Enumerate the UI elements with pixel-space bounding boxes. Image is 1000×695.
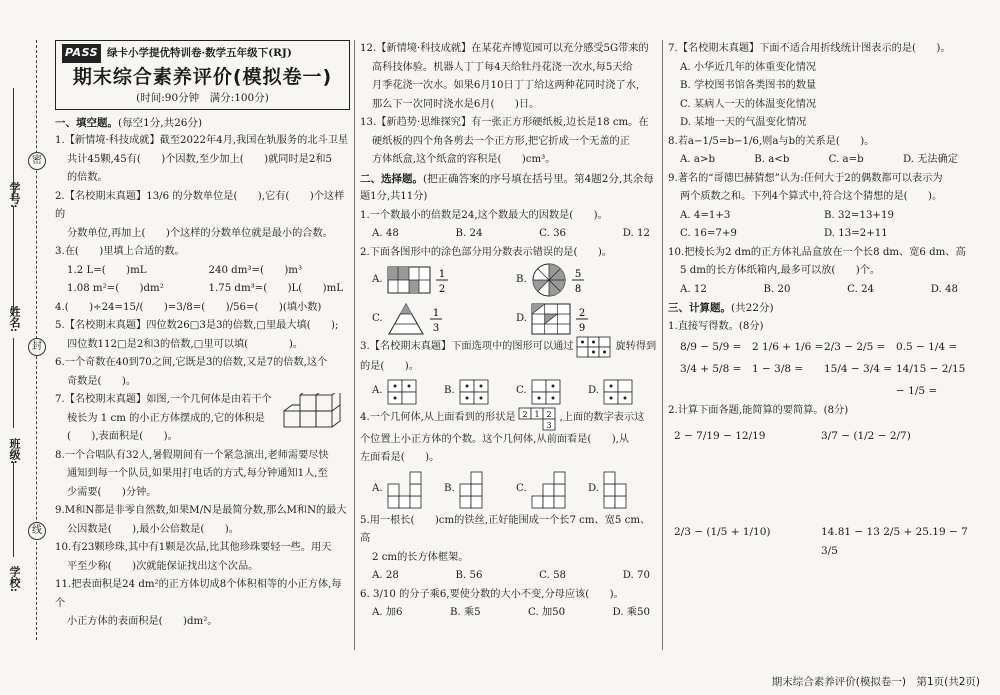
calc-item[interactable]: 2/3 − 2/5 =	[824, 341, 886, 353]
question-text: 左面看是( )。	[360, 452, 440, 463]
brand-logo: PASS	[62, 44, 101, 63]
option-b-figure[interactable]: B.	[444, 379, 516, 405]
fraction-numerator: 1	[438, 269, 445, 280]
option-a-figure[interactable]: A.	[372, 471, 444, 509]
fraction-denominator: 3	[432, 323, 439, 334]
question-text: 5 dm的长方体纸箱内,最多可以放( )个。	[680, 265, 881, 276]
grid-figure	[603, 379, 633, 405]
calc-item[interactable]: 0.5 − 1/4 =	[896, 341, 958, 353]
option-c-figure[interactable]: C.	[516, 471, 588, 509]
fraction-label	[429, 304, 443, 334]
section-note: 题1分,共11分)	[360, 191, 428, 202]
option-c[interactable]: C. 16=7+9	[680, 228, 737, 239]
option-d[interactable]: D. 乘50	[612, 607, 650, 618]
pie-circle-figure	[531, 262, 567, 298]
student-name-label: 姓名:	[8, 306, 21, 333]
question-text: 6.一个奇数在40到70之间,它既是3的倍数,又是7的倍数,这个	[55, 357, 328, 368]
option-b[interactable]: B. 24	[455, 228, 483, 239]
exam-title: 期末综合素养评价(模拟卷一)	[72, 65, 333, 88]
top-view-count: 3	[546, 420, 552, 430]
view-figure	[603, 471, 639, 509]
question-text: ( ),表面积是( )。	[67, 431, 178, 442]
calc-item[interactable]: 14/15 − 2/15 − 1/5 =	[896, 363, 966, 397]
question-text: 棱长为 1 cm 的小正方体摆成的,它的体积是	[67, 412, 265, 424]
question-text: 旋转得到	[615, 340, 657, 352]
answer-options	[360, 225, 660, 244]
option-d[interactable]: D. 12	[622, 228, 650, 239]
option-a[interactable]: A. 加6	[372, 607, 403, 618]
fraction-denominator: 8	[574, 284, 581, 295]
question-text: 10.有23颗珍珠,其中有1颗是次品,比其他珍珠要轻一些。用天	[55, 542, 332, 553]
option-a-figure[interactable]: A. 1 2	[372, 262, 516, 298]
student-number-label: 学号:	[8, 182, 21, 209]
top-view-count: 1	[534, 409, 540, 419]
question-text: 5.【名校期末真题】四位数26□3是3的倍数,□里最大填( );	[55, 320, 339, 331]
option-d[interactable]: D. 13=2+11	[824, 228, 888, 239]
fraction-numerator: 2	[578, 308, 586, 319]
option-c[interactable]: C. 58	[539, 570, 567, 581]
question-text: ,上面的数字表示这	[559, 412, 645, 424]
option-c[interactable]: C. 24	[847, 283, 875, 295]
question-text: 11.把表面积是24 dm²的正方体切成8个体积相等的小正方体,每个	[55, 579, 342, 609]
fraction-label	[435, 265, 449, 295]
question-text: 两个质数之和。下列4个算式中,符合这个猜想的是( )。	[680, 191, 943, 202]
calc-item[interactable]: 3/4 + 5/8 =	[680, 363, 742, 375]
view-figure	[387, 471, 423, 509]
view-figure	[459, 471, 495, 509]
class-blank[interactable]	[13, 338, 14, 428]
column-1	[55, 40, 350, 632]
answer-options	[668, 207, 968, 244]
rotation-source-figure	[576, 336, 612, 358]
grid-figure	[459, 379, 489, 405]
fraction-shapes	[360, 262, 660, 336]
triangle-figure	[387, 302, 425, 336]
class-label: 班级:	[8, 438, 21, 465]
question-text: 通知到每一个队员,如果用打电话的方式,每分钟通知1人,至	[67, 468, 328, 479]
student-name-blank[interactable]	[13, 206, 14, 316]
question-text: 2.下面各图形中的涂色部分用分数表示错误的是( )。	[360, 246, 612, 258]
option-d-figure[interactable]: D.	[588, 379, 660, 405]
column-3	[668, 40, 968, 560]
question-text: 7.【名校期末真题】下面不适合用折线统计图表示的是( )。	[668, 43, 951, 54]
question-text: 四位数112□是2和3的倍数,□里可以填( )。	[67, 338, 304, 350]
grid-figure	[531, 379, 561, 405]
option-c[interactable]: C. a=b	[828, 154, 864, 165]
question-text: 方体纸盒,这个纸盒的容积是( )cm³。	[372, 154, 556, 165]
mental-math-grid	[668, 336, 968, 402]
fraction-numerator: 1	[432, 308, 439, 319]
option-a[interactable]: A. 48	[372, 228, 399, 239]
grid-figure	[387, 379, 417, 405]
exam-time-score: (时间:90分钟 满分:100分)	[136, 91, 269, 104]
option-b[interactable]: B. 乘5	[449, 607, 481, 618]
calc-problem[interactable]: 14.81 − 13 2/5 + 25.19 − 7 3/5	[821, 526, 968, 557]
question-text: 2 cm的长方体框架。	[372, 551, 469, 563]
option-d-figure[interactable]: D.	[588, 471, 660, 509]
grid-rectangle-figure	[387, 266, 431, 294]
question-text: 小正方体的表面积是( )dm²。	[67, 616, 218, 627]
section-heading: 一、填空题。(每空1分,共26分)	[55, 116, 203, 129]
top-view-count: 2	[522, 409, 528, 419]
question-text: 奇数是( )。	[67, 375, 137, 387]
question-text: 个位置上小正方体的个数。这个几何体,从前面看是( ),从	[360, 433, 630, 445]
option-d[interactable]: D. 无法确定	[902, 154, 958, 165]
question-text: 共计45颗,45有( )个因数,至少加上( )就同时是2和5	[67, 153, 333, 165]
question-text: 少需要( )分钟。	[67, 486, 157, 498]
fraction-denominator: 9	[578, 323, 586, 334]
question-text: 1.直接写得数。(8分)	[668, 320, 764, 332]
question-text: 的倍数。	[67, 172, 108, 183]
column-divider	[662, 40, 663, 650]
calc-problem[interactable]: 2 − 7/19 − 12/19	[674, 429, 766, 442]
answer-options	[360, 604, 660, 623]
option-b[interactable]: B. a<b	[754, 154, 790, 165]
option-b[interactable]: B. 20	[763, 283, 791, 295]
column-2	[360, 40, 660, 623]
question-text: 高科技体验。机器人丁丁每4天给牡丹花浇一次水,每5天给	[372, 61, 633, 73]
question-text: 2.【名校期末真题】13/6 的分数单位是( ),它有( )个这样的	[55, 190, 345, 220]
cube-stack-figure	[282, 393, 346, 437]
question-line	[360, 407, 660, 431]
section-heading: 二、选择题。(把正确答案的序号填在括号里。第4题2分,其余每	[360, 172, 654, 185]
option-a-figure[interactable]: A.	[372, 379, 444, 405]
seal-mark: 封	[28, 338, 46, 356]
question-text: 硬纸板的四个角各剪去一个正方形,把它折成一个无盖的正	[372, 135, 630, 147]
calc-problem[interactable]: 2/3 − (1/5 + 1/10)	[674, 526, 771, 538]
page-footer: 期末综合素养评价(模拟卷一) 第1页(共2页)	[771, 676, 980, 688]
option-c[interactable]: C. 36	[539, 228, 567, 239]
option-c[interactable]: C. 某病人一天的体温变化情况	[680, 98, 817, 110]
question-text: 8.若a−1/5=b−1/6,则a与b的关系是( )。	[668, 135, 875, 147]
question-text: 1.一个数最小的倍数是24,这个数最大的因数是( )。	[360, 209, 608, 221]
option-c-figure[interactable]: C.	[516, 379, 588, 405]
option-a[interactable]: A. 小华近几年的体重变化情况	[680, 61, 817, 73]
question-text: 3.在( )里填上合适的数。	[55, 246, 185, 257]
fraction-denominator: 2	[438, 284, 445, 295]
option-b-figure[interactable]: B. 5 8	[516, 262, 660, 298]
option-d[interactable]: D. 70	[622, 570, 650, 581]
option-b[interactable]: B. 56	[455, 570, 483, 581]
question-text: 6. 3/10 的分子乘6,要使分数的大小不变,分母应该( )。	[360, 588, 624, 600]
seal-mark: 线	[28, 522, 46, 540]
view-options	[360, 468, 660, 512]
calc-item[interactable]: 1 − 3/8 =	[752, 363, 804, 375]
option-a[interactable]: A. a>b	[680, 154, 715, 165]
seal-mark: 密	[28, 152, 46, 170]
column-divider	[354, 40, 355, 650]
series-title: 绿卡小学提优特训卷·数学五年级下(RJ)	[107, 47, 292, 59]
question-text: 9.M和N都是非零自然数,如果M/N是最简分数,那么M和N的最大	[55, 505, 347, 516]
calc-item[interactable]: 2 1/6 + 1/6 =	[752, 341, 824, 353]
option-a[interactable]: A. 12	[680, 283, 707, 295]
answer-options	[668, 281, 968, 300]
answer-options	[360, 567, 660, 586]
answer-options	[668, 151, 968, 170]
question-text: 1.【新情境·科技成就】截至2022年4月,我国在轨服务的北斗卫星	[55, 135, 349, 146]
fraction-label	[571, 265, 585, 295]
question-text: 公因数是( ),最小公倍数是( )。	[67, 523, 239, 535]
question-text: 分数单位,再加上( )个这样的分数单位就是最小的合数。	[67, 227, 333, 239]
triangle-grid-figure	[531, 303, 571, 335]
question-text: 13.【新趋势·思维探究】有一张正方形硬纸板,边长是18 cm。在	[360, 117, 649, 128]
question-text: 那么下一次同时浇水是6月( )日。	[372, 98, 540, 110]
option-b-figure[interactable]: B.	[444, 471, 516, 509]
option-d-figure[interactable]: D. 2 9	[516, 302, 660, 336]
option-d[interactable]: D. 某地一天的气温变化情况	[680, 117, 807, 128]
question-text: 5.用一根长( )cm的铁丝,正好能围成一个长7 cm、宽5 cm、高	[360, 514, 651, 544]
school-label: 学校:	[8, 566, 21, 593]
question-text: 8.一个合唱队有32人,暑假期间有一个紧急演出,老师需要尽快	[55, 449, 329, 461]
question-line	[360, 336, 660, 358]
question-text: 10.把棱长为2 dm的正方体礼品盒放在一个长8 dm、宽6 dm、高	[668, 246, 966, 258]
top-view-count: 2	[546, 409, 552, 419]
option-d[interactable]: D. 48	[930, 283, 958, 295]
question-text: 4.一个几何体,从上面看到的形状是	[360, 412, 516, 424]
question-text: 3.【名校期末真题】下面选项中的图形可以通过	[360, 340, 574, 352]
student-number-blank[interactable]	[13, 88, 14, 198]
question-text: 的是( )。	[360, 361, 419, 372]
option-c[interactable]: C. 加50	[528, 607, 566, 618]
calc-item[interactable]: 8/9 − 5/9 =	[680, 341, 742, 353]
question-text: 12.【新情境·科技成就】在某花卉博览园可以充分感受5G带来的	[360, 43, 649, 54]
top-view-figure	[518, 407, 558, 431]
rotation-options	[360, 377, 660, 407]
option-a[interactable]: A. 28	[372, 570, 399, 581]
option-b[interactable]: B. 学校图书馆各类图书的数量	[680, 80, 817, 91]
question-text: 平至少称( )次就能保证找出这个次品。	[67, 560, 259, 572]
fraction-numerator: 5	[574, 269, 581, 280]
option-a[interactable]: A. 4=1+3	[680, 209, 731, 221]
calc-item[interactable]: 15/4 − 3/4 =	[824, 363, 893, 375]
question-text: 月季花浇一次水。如果6月10日丁丁给这两种花同时浇了水,	[372, 80, 640, 91]
exam-header	[55, 40, 350, 110]
calc-problem[interactable]: 3/7 − (1/2 − 2/7)	[821, 429, 911, 442]
question-text: 7.【名校期末真题】如图,一个几何体是由若干个	[55, 394, 272, 405]
question-text: 9.著名的“哥德巴赫猜想”认为:任何大于2的偶数都可以表示为	[668, 172, 943, 184]
question-text: 4.( )÷24=15/( )=3/8=( )/56=( )(填小数)	[55, 301, 322, 313]
binding-strip	[0, 0, 52, 695]
unit-conversion-grid: 1.2 L=( )mL 240 dm³=( )m³ 1.08 m²=( )dm² 1.75 dm³=( )L( )mL	[67, 264, 344, 294]
option-b[interactable]: B. 32=13+19	[824, 209, 894, 221]
fraction-label	[575, 304, 589, 334]
question-text: 2.计算下面各题,能简算的要简算。(8分)	[668, 405, 849, 416]
school-blank[interactable]	[13, 462, 14, 557]
view-figure	[531, 471, 567, 509]
option-c-figure[interactable]: C. 1 3	[372, 302, 516, 336]
section-heading: 三、计算题。(共22分)	[668, 302, 774, 314]
calculation-grid	[668, 427, 968, 561]
